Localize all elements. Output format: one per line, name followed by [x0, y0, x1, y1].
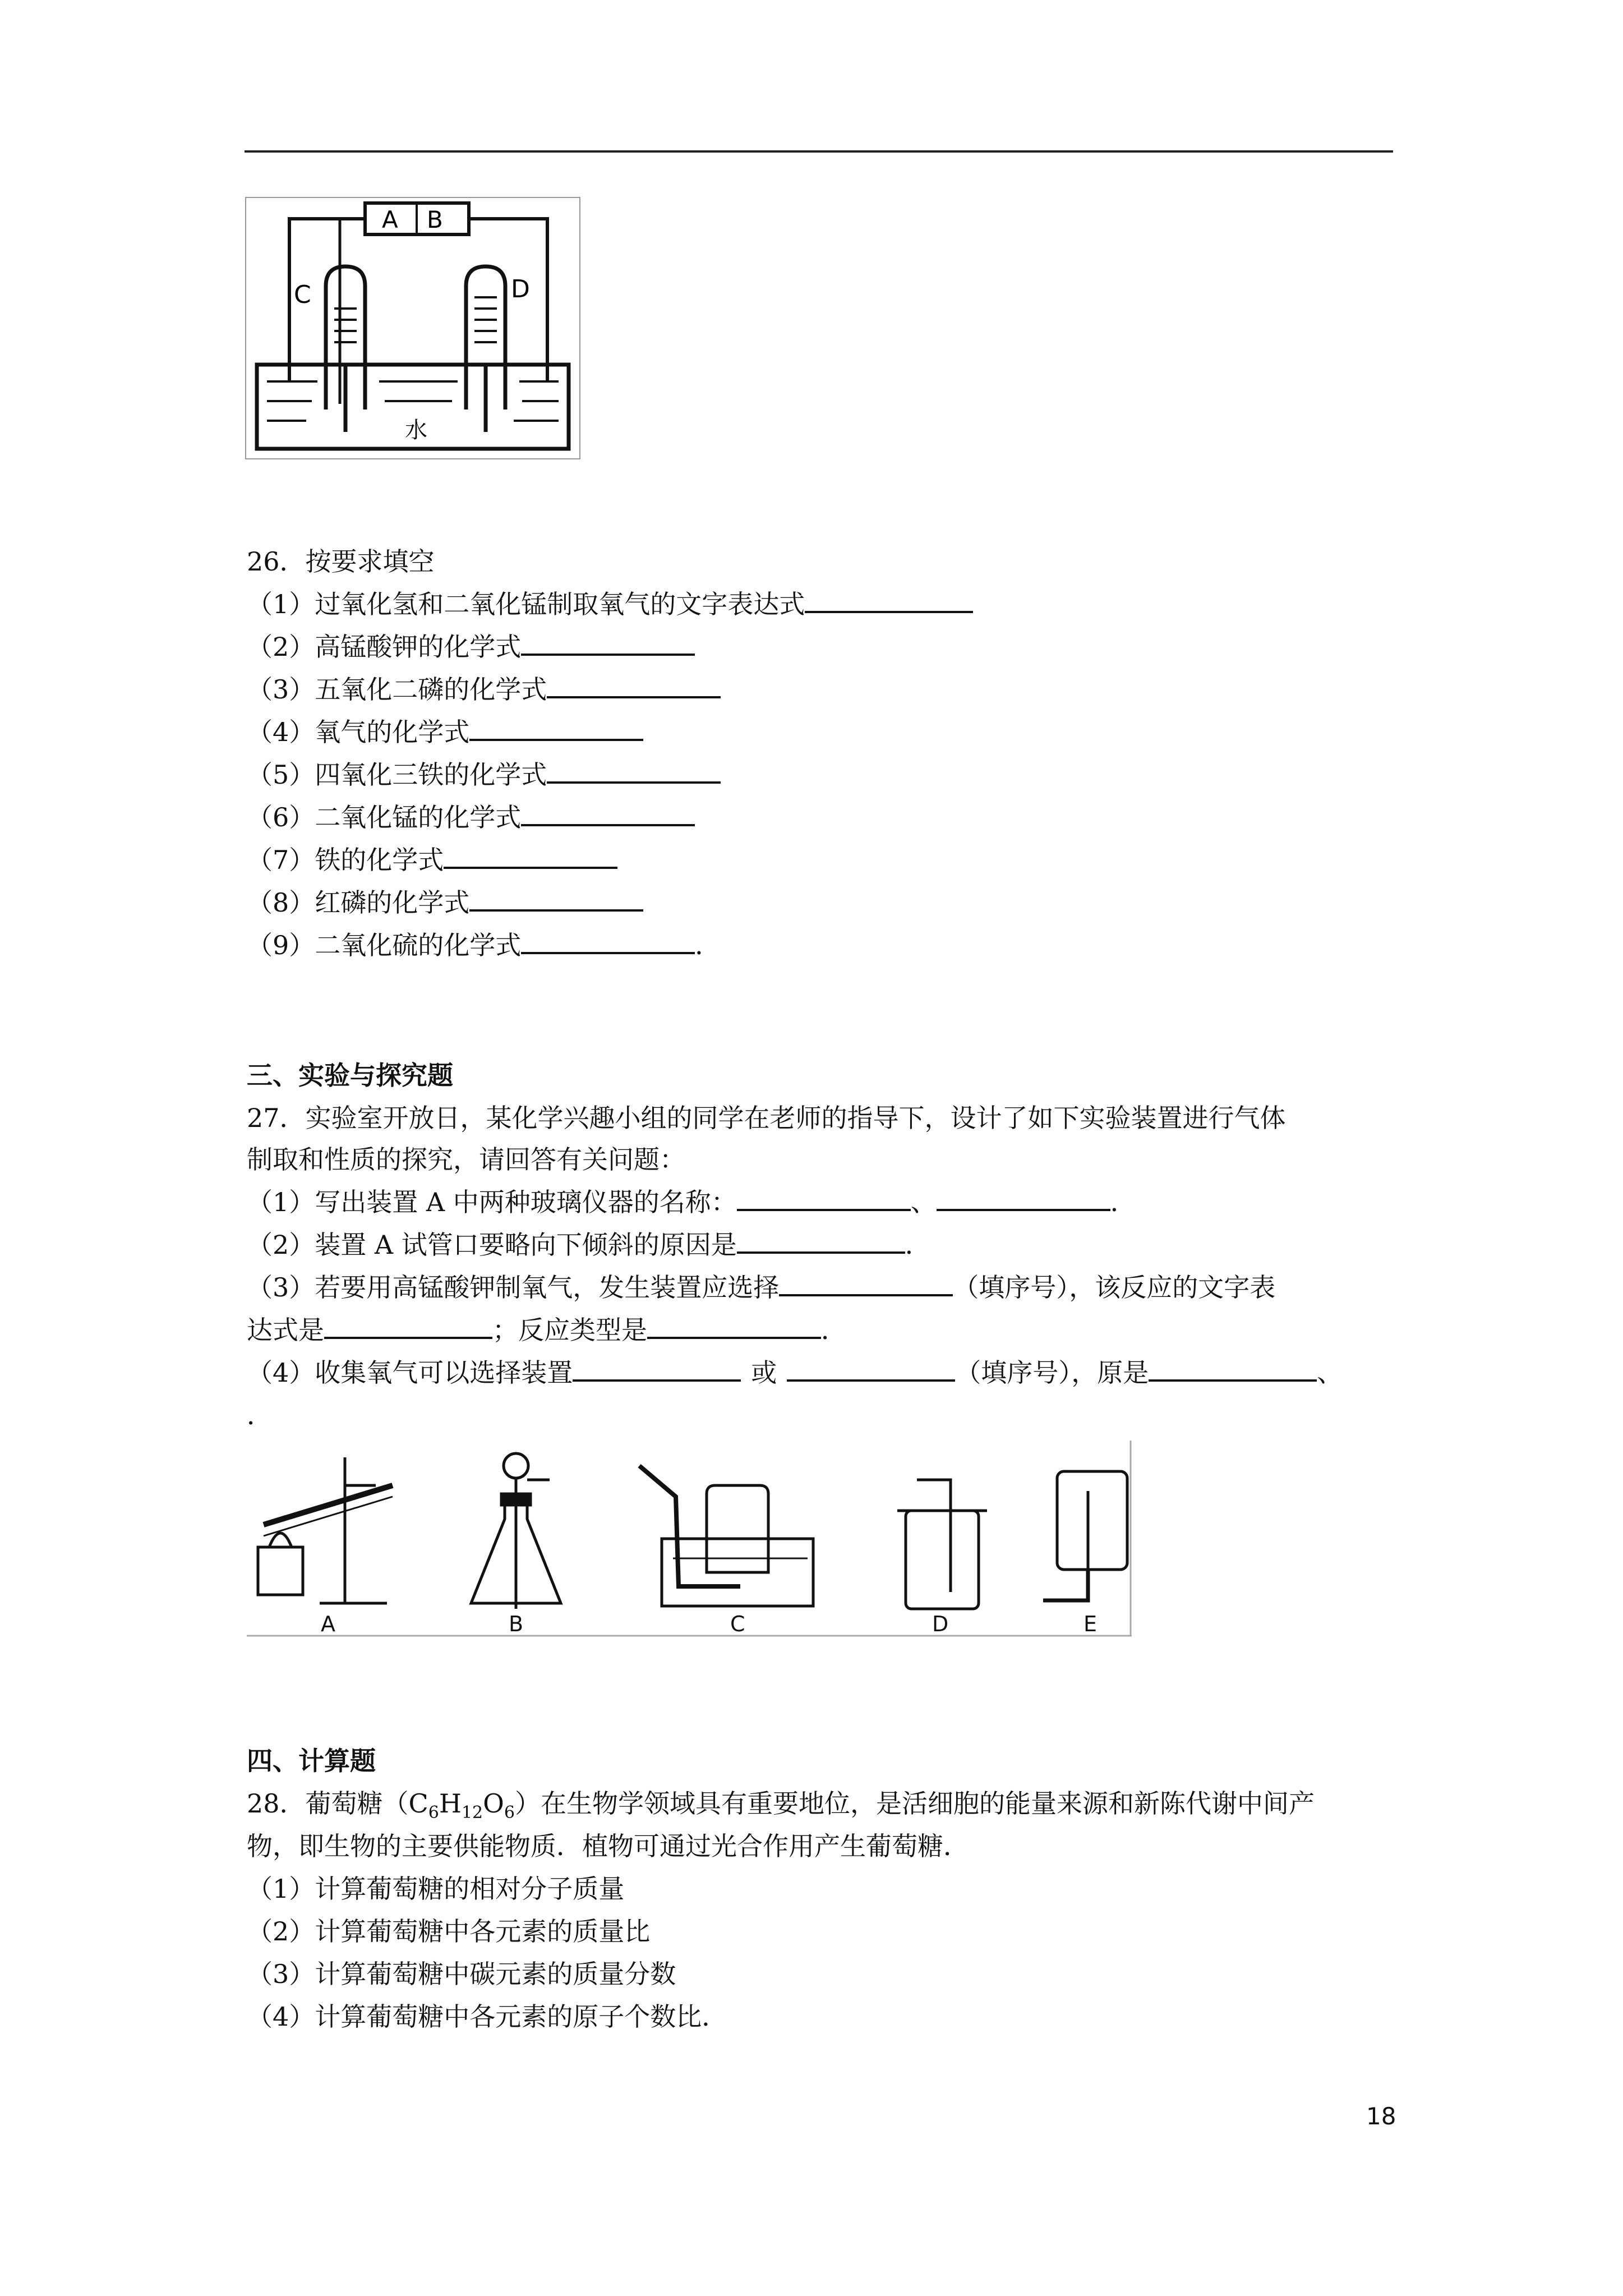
q28-line-2: 物，即生物的主要供能物质．植物可通过光合作用产生葡萄糖．	[247, 1831, 969, 1861]
label-c: C	[294, 280, 311, 309]
answer-blank[interactable]	[547, 674, 721, 698]
header-rule	[245, 150, 1393, 153]
q26-title: 26．按要求填空	[247, 546, 435, 577]
q26-item-7: （7）铁的化学式	[247, 843, 617, 877]
answer-blank[interactable]	[521, 930, 695, 954]
q27-part-3: （3）若要用高锰酸钾制氧气，发生装置应选择 （填序号），该反应的文字表	[247, 1272, 1276, 1303]
q28-item-4: （4）计算葡萄糖中各元素的原子个数比．	[247, 2001, 728, 2032]
answer-blank[interactable]	[647, 1314, 821, 1339]
q27-intro-line-2: 制取和性质的探究，请回答有关问题：	[247, 1144, 685, 1175]
answer-blank[interactable]	[573, 1357, 741, 1382]
answer-blank[interactable]	[1149, 1357, 1317, 1382]
answer-blank[interactable]	[324, 1314, 492, 1339]
answer-blank[interactable]	[521, 631, 695, 656]
apparatus-c	[639, 1466, 813, 1606]
section-3-heading: 三、实验与探究题	[247, 1060, 453, 1091]
answer-blank[interactable]	[737, 1186, 911, 1211]
apparatus-label-e: E	[1083, 1612, 1098, 1636]
q26-item-3: （3）五氧化二磷的化学式	[247, 672, 721, 707]
answer-blank[interactable]	[805, 588, 973, 613]
q26-item-9: （9）二氧化硫的化学式 ．	[247, 930, 721, 960]
q27-part-4-line-2: ．	[247, 1400, 273, 1430]
q27-part-2: （2）装置 A 试管口要略向下倾斜的原因是 ．	[247, 1230, 931, 1260]
answer-blank[interactable]	[779, 1272, 953, 1296]
apparatus-e	[1043, 1471, 1127, 1600]
electrolysis-apparatus-figure	[245, 196, 581, 460]
answer-blank[interactable]	[547, 759, 721, 784]
label-b: B	[427, 206, 443, 233]
q26-item-5: （5）四氧化三铁的化学式	[247, 757, 721, 792]
q26-item-8: （8）红磷的化学式	[247, 885, 643, 920]
apparatus-d	[897, 1480, 987, 1609]
page-number: 18	[1366, 2102, 1396, 2130]
q27-part-4: （4）收集氧气可以选择装置 或 （填序号），原是 、	[247, 1358, 1343, 1388]
answer-blank[interactable]	[469, 716, 643, 741]
q27-intro-line-1: 27．实验室开放日，某化学兴趣小组的同学在老师的指导下，设计了如下实验装置进行气体	[247, 1103, 1286, 1133]
q26-item-6: （6）二氧化锰的化学式	[247, 800, 695, 835]
answer-blank[interactable]	[469, 887, 643, 912]
q28-item-1: （1）计算葡萄糖的相对分子质量	[247, 1874, 625, 1904]
apparatus-label-d: D	[932, 1612, 949, 1636]
answer-blank[interactable]	[444, 844, 617, 869]
q28-item-2: （2）计算葡萄糖中各元素的质量比	[247, 1916, 651, 1947]
gas-apparatus-figure	[247, 1441, 1133, 1642]
apparatus-a	[258, 1457, 393, 1603]
answer-blank[interactable]	[737, 1229, 905, 1254]
q26-item-4: （4）氧气的化学式	[247, 715, 643, 749]
answer-blank[interactable]	[937, 1186, 1110, 1211]
section-4-heading: 四、计算题	[247, 1746, 376, 1776]
apparatus-label-b: B	[509, 1612, 524, 1636]
q27-part-3-line-2: 达式是 ；反应类型是 ．	[247, 1315, 847, 1345]
apparatus-label-a: A	[321, 1612, 335, 1636]
label-d: D	[511, 275, 530, 303]
label-water: 水	[405, 417, 427, 443]
q26-item-1: （1）过氧化氢和二氧化锰制取氧气的文字表达式	[247, 587, 973, 622]
apparatus-label-c: C	[730, 1612, 745, 1636]
answer-blank[interactable]	[521, 802, 695, 826]
q28-line-1: 28．葡萄糖$(C_6H_{12}O_6)$在生物学领域具有重要地位，是活细胞的能量来源和新陈代谢中间产	[247, 1788, 1315, 1823]
apparatus-b	[471, 1453, 561, 1609]
q26-item-2: （2）高锰酸钾的化学式	[247, 629, 695, 664]
answer-blank[interactable]	[787, 1357, 955, 1382]
q28-item-3: （3）计算葡萄糖中碳元素的质量分数	[247, 1959, 676, 1989]
label-a: A	[382, 206, 398, 233]
q27-part-1: （1）写出装置 A 中两种玻璃仪器的名称： 、 ．	[247, 1187, 1136, 1217]
